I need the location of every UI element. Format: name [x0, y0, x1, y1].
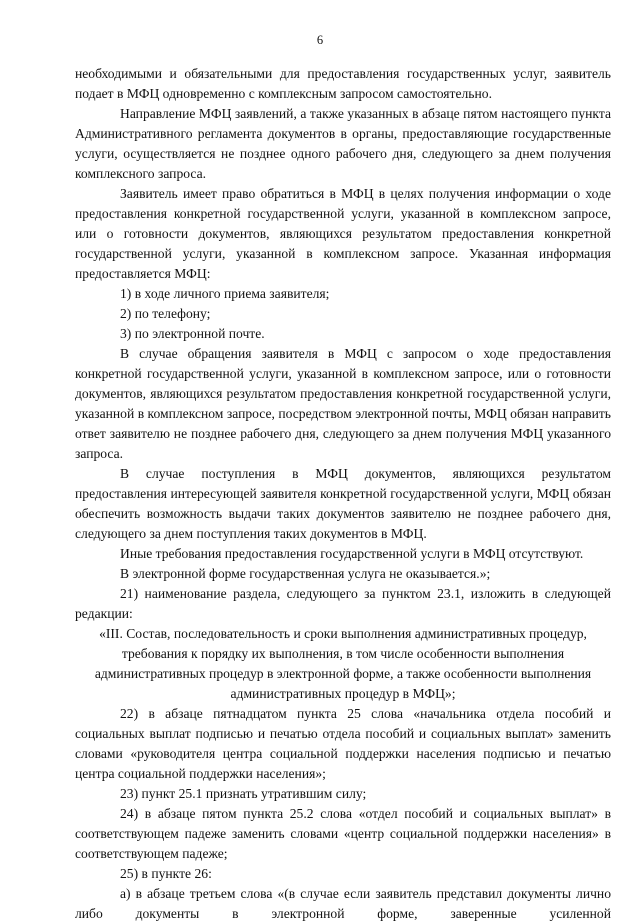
list-item: 1) в ходе личного приема заявителя; — [120, 286, 330, 301]
paragraph: а) в абзаце третьем слова «(в случае если заявитель представил документы лично либо документы в электронной форме, заверенные усиленной — [75, 886, 611, 921]
document-body — [75, 64, 611, 924]
paragraph: В электронной форме государственная услуга не оказывается.»; — [120, 566, 491, 581]
paragraph: Заявитель имеет право обратиться в МФЦ в целях получения информации о ходе предоставления конкретной государственной услуги, указанной в комплексном запросе, или о готовности документов, являющихся результатом предоставления конкретной государственной услуги, указанной в комплексном запросе. Указанная информация предоставляется МФЦ: — [75, 186, 611, 281]
paragraph: 24) в абзаце пятом пункта 25.2 слова «отдел пособий и социальных выплат» в соответствующем падеже заменить словами «центр социальной поддержки населения» в соответствующем падеже; — [75, 806, 611, 861]
paragraph: В случае поступления в МФЦ документов, являющихся результатом предоставления интересующей заявителя конкретной государственной услуги, МФЦ обязан обеспечить возможность выдачи таких документов заявителю не позднее рабочего дня, следующего за днем поступления таких документов в МФЦ. — [75, 466, 611, 541]
paragraph: 23) пункт 25.1 признать утратившим силу; — [120, 786, 367, 801]
list-item: 2) по телефону; — [120, 306, 211, 321]
paragraph: Направление МФЦ заявлений, а также указанных в абзаце пятом настоящего пункта Административного регламента документов в органы, предоставляющие государственные услуги, осуществляется не позднее одного рабочего дня, следующего за днем получения комплексного запроса. — [75, 106, 611, 181]
section-heading: «III. Состав, последовательность и сроки выполнения административных процедур, требования к порядку их выполнения, в том числе особенности выполнения административных процедур в электронной форме, а также особенности выполнения административных процедур в МФЦ»; — [94, 626, 592, 701]
page-number: 6 — [316, 33, 324, 47]
paragraph: необходимыми и обязательными для предоставления государственных услуг, заявитель подает в МФЦ одновременно с комплексным запросом самостоятельно. — [75, 66, 611, 101]
list-item: 3) по электронной почте. — [120, 326, 265, 341]
paragraph: Иные требования предоставления государственной услуги в МФЦ отсутствуют. — [120, 546, 584, 561]
paragraph: 25) в пункте 26: — [120, 866, 212, 881]
paragraph: 22) в абзаце пятнадцатом пункта 25 слова «начальника отдела пособий и социальных выплат подписью и печатью отдела пособий и социальных выплат» заменить словами «руководителя центра социальной поддержки населения подписью и печатью центра социальной поддержки населения»; — [75, 706, 611, 781]
paragraph: 21) наименование раздела, следующего за пунктом 23.1, изложить в следующей редакции: — [75, 586, 611, 621]
paragraph: В случае обращения заявителя в МФЦ с запросом о ходе предоставления конкретной государственной услуги, указанной в комплексном запросе, или о готовности документов, являющихся результатом предоставления конкретной государственной услуги, указанной в комплексном запросе, посредством электронной почты, МФЦ обязан направить ответ заявителю не позднее рабочего дня, следующего за днем получения МФЦ указанного запроса. — [75, 346, 611, 461]
